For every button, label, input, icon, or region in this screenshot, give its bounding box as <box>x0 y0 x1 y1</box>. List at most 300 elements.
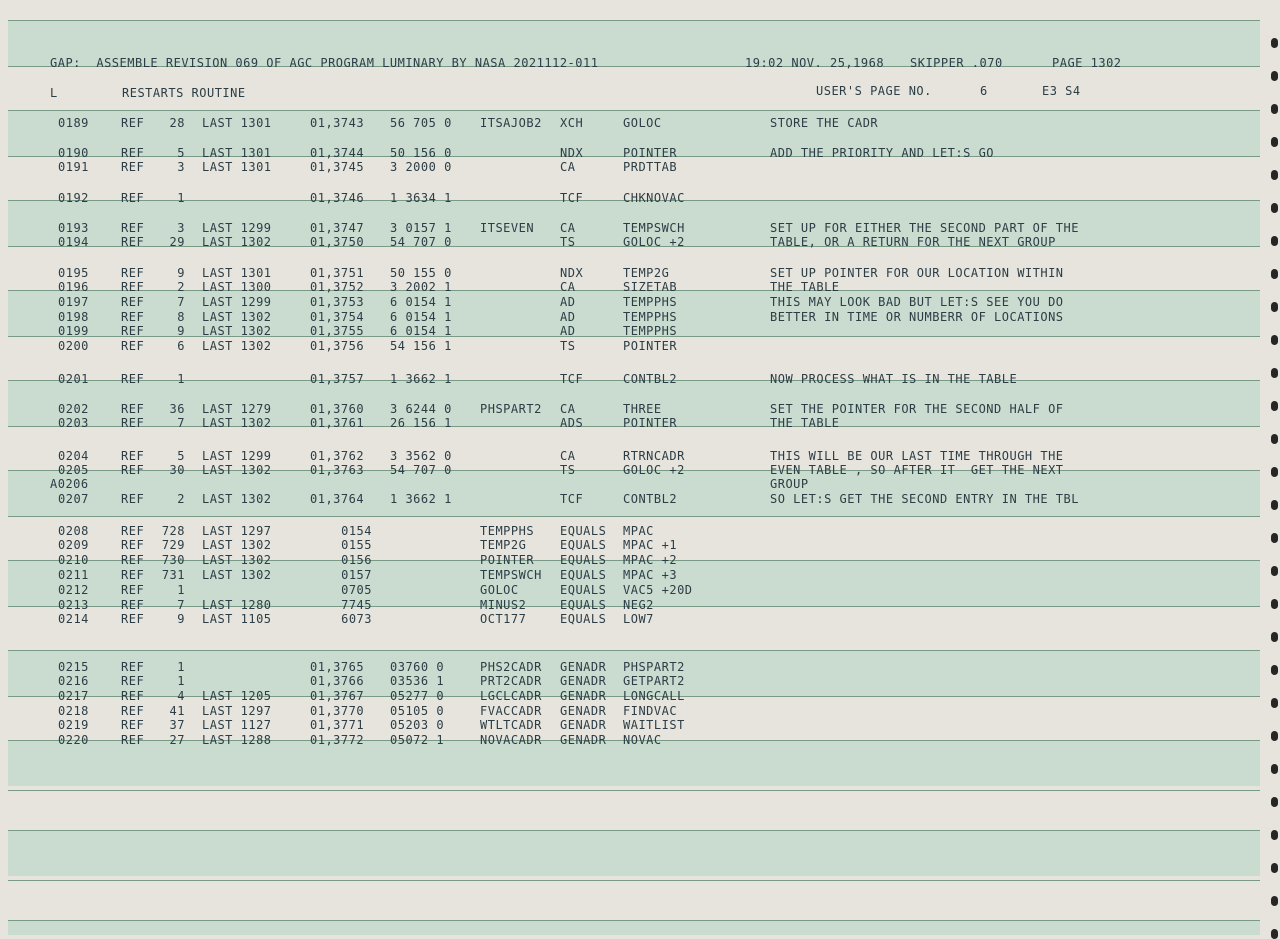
line-number: 0194 <box>58 235 89 249</box>
ref-count: 3 <box>177 160 185 174</box>
feed-hole <box>1271 599 1278 609</box>
last-ref: LAST 1301 <box>202 116 272 130</box>
operand: TEMPPHS <box>623 295 678 309</box>
operand: POINTER <box>623 416 678 430</box>
ref-label: REF <box>121 160 145 174</box>
last-ref: LAST 1299 <box>202 295 272 309</box>
symbol-label: TEMPSWCH <box>480 568 542 582</box>
feed-hole <box>1271 467 1278 477</box>
symbol-label: LGCLCADR <box>480 689 542 703</box>
operand: LONGCALL <box>623 689 685 703</box>
operand: PHSPART2 <box>623 660 685 674</box>
greenbar-band <box>8 830 1260 876</box>
ref-label: REF <box>121 266 145 280</box>
feed-hole <box>1271 302 1278 312</box>
octal-word: 6 0154 1 <box>390 295 452 309</box>
ref-count: 729 <box>161 538 185 552</box>
operand: THREE <box>623 402 662 416</box>
address: 01,3755 <box>310 324 365 338</box>
symbol-label: GOLOC <box>480 583 519 597</box>
line-number: 0195 <box>58 266 89 280</box>
line-number: 0205 <box>58 463 89 477</box>
last-ref: LAST 1288 <box>202 733 272 747</box>
line-number: 0215 <box>58 660 89 674</box>
octal-word: 1 3634 1 <box>390 191 452 205</box>
last-ref: LAST 1302 <box>202 324 272 338</box>
feed-hole <box>1271 170 1278 180</box>
line-number: 0208 <box>58 524 89 538</box>
ref-label: REF <box>121 295 145 309</box>
opcode: EQUALS <box>560 598 607 612</box>
ref-count: 728 <box>161 524 185 538</box>
users-page-number: 6 <box>980 84 988 98</box>
ref-label: REF <box>121 538 145 552</box>
comment: NOW PROCESS WHAT IS IN THE TABLE <box>770 372 1018 386</box>
opcode: EQUALS <box>560 553 607 567</box>
octal-word: 3 3562 0 <box>390 449 452 463</box>
rule-line <box>8 880 1260 881</box>
octal-word: 54 156 1 <box>390 339 452 353</box>
operand: GOLOC +2 <box>623 235 685 249</box>
opcode: AD <box>560 310 576 324</box>
operand: CONTBL2 <box>623 492 678 506</box>
ref-count: 731 <box>161 568 185 582</box>
last-ref: LAST 1301 <box>202 266 272 280</box>
address: 01,3745 <box>310 160 365 174</box>
skipper-label: SKIPPER .070 <box>910 56 1003 70</box>
rule-line <box>8 920 1260 921</box>
octal-word: 03760 0 <box>390 660 445 674</box>
section-title: RESTARTS ROUTINE <box>122 86 246 100</box>
ref-label: REF <box>121 324 145 338</box>
feed-hole <box>1271 401 1278 411</box>
address: 01,3756 <box>310 339 365 353</box>
octal-word: 6 0154 1 <box>390 310 452 324</box>
tractor-feed-holes <box>1266 0 1280 935</box>
feed-hole <box>1271 38 1278 48</box>
line-number: 0193 <box>58 221 89 235</box>
ref-count: 3 <box>177 221 185 235</box>
symbol-label: NOVACADR <box>480 733 542 747</box>
comment: ADD THE PRIORITY AND LET:S GO <box>770 146 995 160</box>
last-ref: LAST 1127 <box>202 718 272 732</box>
comment: THE TABLE <box>770 280 840 294</box>
operand: NOVAC <box>623 733 662 747</box>
ref-label: REF <box>121 280 145 294</box>
opcode: GENADR <box>560 718 607 732</box>
octal-word: 3 6244 0 <box>390 402 452 416</box>
address: 01,3765 <box>310 660 365 674</box>
last-ref: LAST 1105 <box>202 612 272 626</box>
ref-count: 5 <box>177 449 185 463</box>
feed-hole <box>1271 434 1278 444</box>
operand: MPAC <box>623 524 654 538</box>
line-number: 0207 <box>58 492 89 506</box>
ref-count: 730 <box>161 553 185 567</box>
feed-hole <box>1271 929 1278 939</box>
symbol-label: TEMPPHS <box>480 524 535 538</box>
octal-word: 05105 0 <box>390 704 445 718</box>
feed-hole <box>1271 632 1278 642</box>
feed-hole <box>1271 368 1278 378</box>
symbol-label: ITSAJOB2 <box>480 116 542 130</box>
ref-count: 4 <box>177 689 185 703</box>
line-number: 0189 <box>58 116 89 130</box>
feed-hole <box>1271 335 1278 345</box>
ref-count: 2 <box>177 492 185 506</box>
ref-count: 41 <box>169 704 185 718</box>
ref-label: REF <box>121 704 145 718</box>
ref-count: 37 <box>169 718 185 732</box>
opcode: GENADR <box>560 689 607 703</box>
last-ref: LAST 1302 <box>202 463 272 477</box>
feed-hole <box>1271 698 1278 708</box>
octal-word: 1 3662 1 <box>390 492 452 506</box>
opcode: EQUALS <box>560 612 607 626</box>
last-ref: LAST 1302 <box>202 568 272 582</box>
opcode: CA <box>560 280 576 294</box>
last-ref: LAST 1279 <box>202 402 272 416</box>
address: 01,3753 <box>310 295 365 309</box>
operand: VAC5 +20D <box>623 583 693 597</box>
ref-count: 9 <box>177 266 185 280</box>
column-l-label: L <box>50 86 58 100</box>
octal-word: 1 3662 1 <box>390 372 452 386</box>
octal-word: 0157 <box>341 568 372 582</box>
comment: THE TABLE <box>770 416 840 430</box>
last-ref: LAST 1301 <box>202 146 272 160</box>
opcode: TS <box>560 463 576 477</box>
address: 01,3747 <box>310 221 365 235</box>
opcode: CA <box>560 160 576 174</box>
ref-count: 29 <box>169 235 185 249</box>
address: 01,3770 <box>310 704 365 718</box>
octal-word: 3 0157 1 <box>390 221 452 235</box>
last-ref: LAST 1302 <box>202 538 272 552</box>
last-ref: LAST 1205 <box>202 689 272 703</box>
symbol-label: ITSEVEN <box>480 221 535 235</box>
users-page-label: USER'S PAGE NO. <box>816 84 932 98</box>
line-number: 0196 <box>58 280 89 294</box>
ref-label: REF <box>121 674 145 688</box>
octal-word: 7745 <box>341 598 372 612</box>
address: 01,3772 <box>310 733 365 747</box>
ref-label: REF <box>121 191 145 205</box>
ref-count: 6 <box>177 339 185 353</box>
symbol-label: POINTER <box>480 553 535 567</box>
comment: TABLE, OR A RETURN FOR THE NEXT GROUP <box>770 235 1056 249</box>
opcode: EQUALS <box>560 583 607 597</box>
ref-count: 7 <box>177 295 185 309</box>
line-number: 0202 <box>58 402 89 416</box>
operand: RTRNCADR <box>623 449 685 463</box>
ref-count: 7 <box>177 598 185 612</box>
comment: SO LET:S GET THE SECOND ENTRY IN THE TBL <box>770 492 1079 506</box>
operand: GETPART2 <box>623 674 685 688</box>
ref-label: REF <box>121 733 145 747</box>
rule-line <box>8 516 1260 517</box>
opcode: TCF <box>560 191 584 205</box>
last-ref: LAST 1297 <box>202 704 272 718</box>
feed-hole <box>1271 830 1278 840</box>
opcode: EQUALS <box>560 524 607 538</box>
rule-line <box>8 790 1260 791</box>
address: 01,3761 <box>310 416 365 430</box>
ref-count: 5 <box>177 146 185 160</box>
operand: WAITLIST <box>623 718 685 732</box>
line-number: 0204 <box>58 449 89 463</box>
last-ref: LAST 1302 <box>202 553 272 567</box>
last-ref: LAST 1302 <box>202 492 272 506</box>
operand: CHKNOVAC <box>623 191 685 205</box>
opcode: EQUALS <box>560 568 607 582</box>
comment: EVEN TABLE , SO AFTER IT GET THE NEXT <box>770 463 1064 477</box>
opcode: EQUALS <box>560 538 607 552</box>
feed-hole <box>1271 533 1278 543</box>
line-number: 0218 <box>58 704 89 718</box>
line-number: 0203 <box>58 416 89 430</box>
operand: FINDVAC <box>623 704 678 718</box>
feed-hole <box>1271 104 1278 114</box>
ref-label: REF <box>121 718 145 732</box>
comment: BETTER IN TIME OR NUMBERR OF LOCATIONS <box>770 310 1064 324</box>
feed-hole <box>1271 71 1278 81</box>
ref-label: REF <box>121 235 145 249</box>
ref-label: REF <box>121 583 145 597</box>
opcode: TS <box>560 235 576 249</box>
symbol-label: OCT177 <box>480 612 527 626</box>
ref-label: REF <box>121 598 145 612</box>
octal-word: 0705 <box>341 583 372 597</box>
address: 01,3751 <box>310 266 365 280</box>
address: 01,3743 <box>310 116 365 130</box>
comment: SET THE POINTER FOR THE SECOND HALF OF <box>770 402 1064 416</box>
opcode: GENADR <box>560 704 607 718</box>
print-datetime: 19:02 NOV. 25,1968 <box>745 56 885 70</box>
symbol-label: WTLTCADR <box>480 718 542 732</box>
ref-count: 30 <box>169 463 185 477</box>
feed-hole <box>1271 731 1278 741</box>
ref-label: REF <box>121 524 145 538</box>
line-number: 0214 <box>58 612 89 626</box>
address: 01,3752 <box>310 280 365 294</box>
ref-label: REF <box>121 463 145 477</box>
opcode: CA <box>560 402 576 416</box>
ref-label: REF <box>121 492 145 506</box>
octal-word: 56 705 0 <box>390 116 452 130</box>
feed-hole <box>1271 236 1278 246</box>
address: 01,3767 <box>310 689 365 703</box>
opcode: ADS <box>560 416 584 430</box>
ref-label: REF <box>121 402 145 416</box>
octal-word: 50 156 0 <box>390 146 452 160</box>
ref-count: 1 <box>177 372 185 386</box>
line-number: 0216 <box>58 674 89 688</box>
octal-word: 05072 1 <box>390 733 445 747</box>
opcode: CA <box>560 221 576 235</box>
opcode: AD <box>560 324 576 338</box>
symbol-label: MINUS2 <box>480 598 527 612</box>
ref-count: 8 <box>177 310 185 324</box>
octal-word: 05203 0 <box>390 718 445 732</box>
listing-title: GAP: ASSEMBLE REVISION 069 OF AGC PROGRAM LUMINARY BY NASA 2021112-011 <box>50 56 599 70</box>
line-number: 0220 <box>58 733 89 747</box>
octal-word: 05277 0 <box>390 689 445 703</box>
symbol-label: TEMP2G <box>480 538 527 552</box>
ref-count: 1 <box>177 583 185 597</box>
ref-label: REF <box>121 146 145 160</box>
opcode: XCH <box>560 116 584 130</box>
operand: CONTBL2 <box>623 372 678 386</box>
opcode: NDX <box>560 146 584 160</box>
line-number: 0219 <box>58 718 89 732</box>
line-number: 0191 <box>58 160 89 174</box>
rule-line <box>8 110 1260 111</box>
symbol-label: PHS2CADR <box>480 660 542 674</box>
last-ref: LAST 1280 <box>202 598 272 612</box>
ref-label: REF <box>121 416 145 430</box>
comment: SET UP POINTER FOR OUR LOCATION WITHIN <box>770 266 1064 280</box>
operand: POINTER <box>623 339 678 353</box>
opcode: TS <box>560 339 576 353</box>
ref-label: REF <box>121 660 145 674</box>
ref-label: REF <box>121 372 145 386</box>
ref-count: 1 <box>177 660 185 674</box>
ref-count: 28 <box>169 116 185 130</box>
last-ref: LAST 1301 <box>202 160 272 174</box>
operand: POINTER <box>623 146 678 160</box>
opcode: GENADR <box>560 733 607 747</box>
feed-hole <box>1271 203 1278 213</box>
line-number: 0190 <box>58 146 89 160</box>
octal-word: 0156 <box>341 553 372 567</box>
opcode: GENADR <box>560 674 607 688</box>
feed-hole <box>1271 896 1278 906</box>
octal-word: 03536 1 <box>390 674 445 688</box>
symbol-label: PRT2CADR <box>480 674 542 688</box>
address: 01,3764 <box>310 492 365 506</box>
octal-word: 3 2000 0 <box>390 160 452 174</box>
operand: TEMPPHS <box>623 324 678 338</box>
address: 01,3766 <box>310 674 365 688</box>
opcode: CA <box>560 449 576 463</box>
line-number: 0213 <box>58 598 89 612</box>
operand: MPAC +1 <box>623 538 678 552</box>
address: 01,3763 <box>310 463 365 477</box>
opcode: TCF <box>560 492 584 506</box>
line-number: 0209 <box>58 538 89 552</box>
ref-label: REF <box>121 339 145 353</box>
greenbar-band <box>8 920 1260 935</box>
octal-word: 0155 <box>341 538 372 552</box>
octal-word: 6 0154 1 <box>390 324 452 338</box>
feed-hole <box>1271 863 1278 873</box>
comment: SET UP FOR EITHER THE SECOND PART OF THE <box>770 221 1079 235</box>
line-number: 0212 <box>58 583 89 597</box>
last-ref: LAST 1302 <box>202 416 272 430</box>
address: 01,3762 <box>310 449 365 463</box>
ref-count: 9 <box>177 612 185 626</box>
ref-label: REF <box>121 449 145 463</box>
line-number: 0210 <box>58 553 89 567</box>
address: 01,3760 <box>310 402 365 416</box>
address: 01,3757 <box>310 372 365 386</box>
octal-word: 54 707 0 <box>390 235 452 249</box>
opcode: AD <box>560 295 576 309</box>
comment: THIS WILL BE OUR LAST TIME THROUGH THE <box>770 449 1064 463</box>
address: 01,3746 <box>310 191 365 205</box>
feed-hole <box>1271 269 1278 279</box>
comment: STORE THE CADR <box>770 116 879 130</box>
symbol-label: FVACCADR <box>480 704 542 718</box>
octal-word: 6073 <box>341 612 372 626</box>
opcode: TCF <box>560 372 584 386</box>
line-number: 0199 <box>58 324 89 338</box>
ref-label: REF <box>121 310 145 324</box>
last-ref: LAST 1299 <box>202 221 272 235</box>
ref-count: 9 <box>177 324 185 338</box>
ref-label: REF <box>121 116 145 130</box>
line-number: 0201 <box>58 372 89 386</box>
operand: NEG2 <box>623 598 654 612</box>
last-ref: LAST 1302 <box>202 339 272 353</box>
opcode: GENADR <box>560 660 607 674</box>
comment: GROUP <box>770 477 809 491</box>
operand: TEMPSWCH <box>623 221 685 235</box>
address: 01,3771 <box>310 718 365 732</box>
rule-line <box>8 20 1260 21</box>
line-number: 0211 <box>58 568 89 582</box>
ref-label: REF <box>121 612 145 626</box>
feed-hole <box>1271 764 1278 774</box>
address: 01,3744 <box>310 146 365 160</box>
last-ref: LAST 1302 <box>202 235 272 249</box>
feed-hole <box>1271 665 1278 675</box>
last-ref: LAST 1297 <box>202 524 272 538</box>
operand: PRDTTAB <box>623 160 678 174</box>
ref-count: 36 <box>169 402 185 416</box>
ref-count: 1 <box>177 674 185 688</box>
ref-count: 1 <box>177 191 185 205</box>
ref-count: 7 <box>177 416 185 430</box>
opcode: NDX <box>560 266 584 280</box>
octal-word: 50 155 0 <box>390 266 452 280</box>
line-number: 0200 <box>58 339 89 353</box>
line-number: 0197 <box>58 295 89 309</box>
operand: MPAC +2 <box>623 553 678 567</box>
operand: TEMPPHS <box>623 310 678 324</box>
octal-word: 0154 <box>341 524 372 538</box>
symbol-label: PHSPART2 <box>480 402 542 416</box>
ref-count: 27 <box>169 733 185 747</box>
octal-word: 26 156 1 <box>390 416 452 430</box>
octal-word: 3 2002 1 <box>390 280 452 294</box>
ref-count: 2 <box>177 280 185 294</box>
last-ref: LAST 1299 <box>202 449 272 463</box>
octal-word: 54 707 0 <box>390 463 452 477</box>
feed-hole <box>1271 797 1278 807</box>
operand: GOLOC +2 <box>623 463 685 477</box>
operand: LOW7 <box>623 612 654 626</box>
page-number: PAGE 1302 <box>1052 56 1122 70</box>
line-number: 0217 <box>58 689 89 703</box>
operand: SIZETAB <box>623 280 678 294</box>
operand: TEMP2G <box>623 266 670 280</box>
line-number: 0192 <box>58 191 89 205</box>
ref-label: REF <box>121 553 145 567</box>
comment: THIS MAY LOOK BAD BUT LET:S SEE YOU DO <box>770 295 1064 309</box>
line-number: 0198 <box>58 310 89 324</box>
